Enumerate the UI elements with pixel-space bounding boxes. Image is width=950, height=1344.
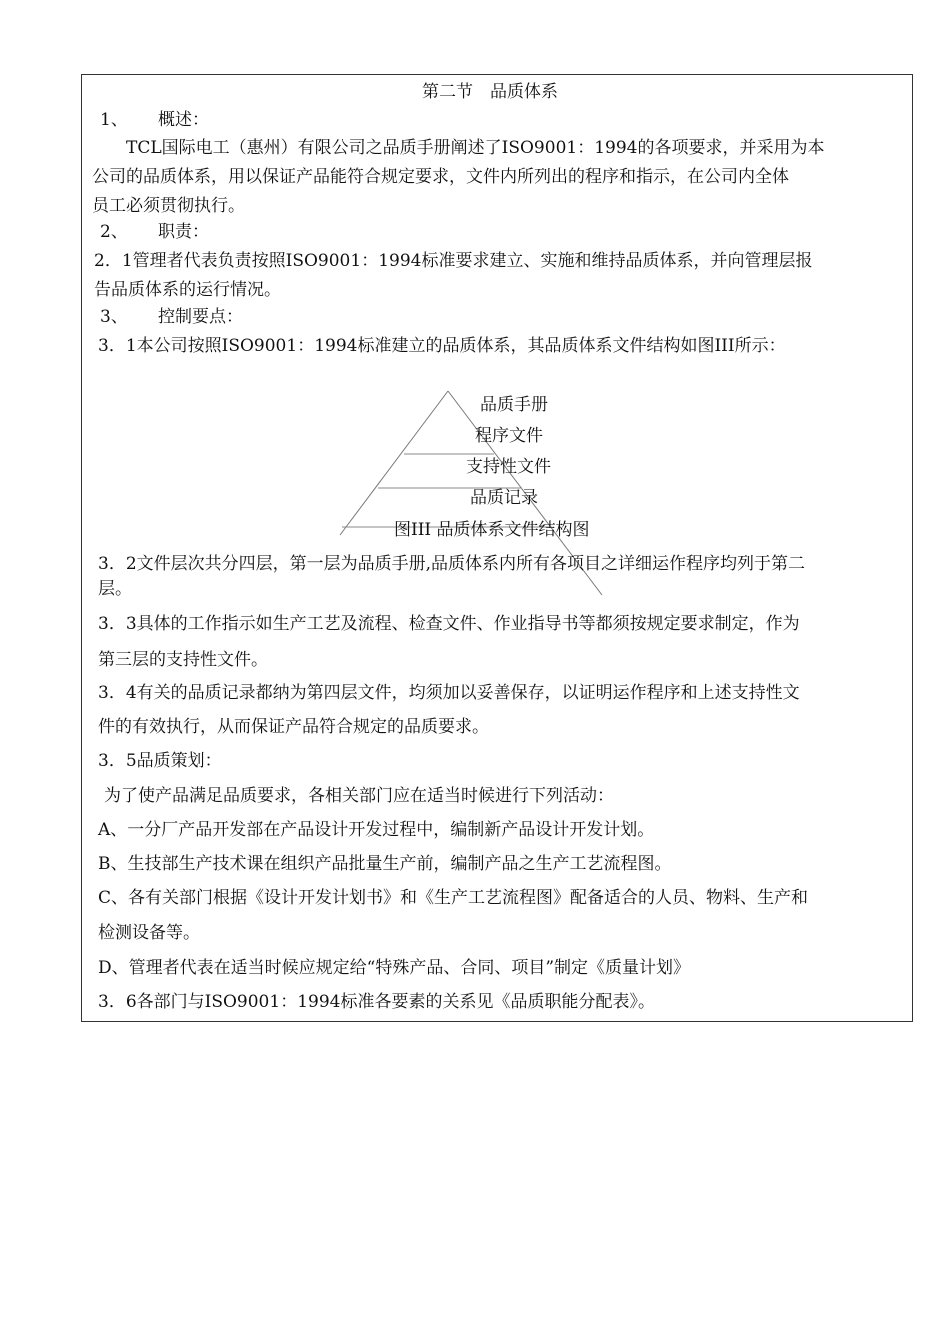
- pyramid-level-1: 品质手册: [480, 395, 548, 415]
- responsibility-line-1: 2．1管理者代表负责按照ISO9001：1994标准要求建立、实施和维持品质体系，并向管理层报: [94, 251, 813, 271]
- control-3-4-line-1: 3．4有关的品质记录都纳为第四层文件，均须加以妥善保存，以证明运作程序和上述支持性文: [98, 683, 800, 703]
- pyramid-level-3: 支持性文件: [466, 457, 551, 477]
- content-frame: [81, 74, 913, 1022]
- activity-c-line-1: C、各有关部门根据《设计开发计划书》和《生产工艺流程图》配备适合的人员、物料、生产和: [98, 888, 809, 908]
- overview-line-1: TCL国际电工（惠州）有限公司之品质手册阐述了ISO9001：1994的各项要求，并采用为本: [126, 138, 825, 158]
- overview-line-3: 员工必须贯彻执行。: [92, 196, 245, 216]
- control-3-3-line-1: 3．3具体的工作指示如生产工艺及流程、检查文件、作业指导书等都须按规定要求制定，作为: [98, 614, 800, 634]
- pyramid-level-2: 程序文件: [475, 426, 543, 446]
- control-3-2-line-2: 层。: [98, 579, 132, 599]
- control-3-1: 3．1本公司按照ISO9001：1994标准建立的品质体系，其品质体系文件结构如图III所示：: [98, 336, 786, 356]
- section-2-number: 2、: [100, 222, 128, 242]
- activity-a: A、一分厂产品开发部在产品设计开发过程中，编制新产品设计开发计划。: [98, 820, 655, 840]
- activity-c-line-2: 检测设备等。: [98, 923, 200, 943]
- control-3-6: 3．6各部门与ISO9001：1994标准各要素的关系见《品质职能分配表》。: [98, 992, 655, 1012]
- activity-d: D、管理者代表在适当时候应规定给“特殊产品、合同、项目”制定《质量计划》: [98, 958, 691, 978]
- control-3-5-intro: 为了使产品满足品质要求，各相关部门应在适当时候进行下列活动：: [104, 786, 614, 806]
- section-1-number: 1、: [100, 110, 128, 130]
- pyramid-left-edge: [340, 391, 448, 535]
- activity-b: B、生技部生产技术课在组织产品批量生产前，编制产品之生产工艺流程图。: [98, 854, 672, 874]
- section-title: 第二节 品质体系: [422, 82, 558, 102]
- section-3-number: 3、: [100, 307, 128, 327]
- control-3-2-line-1: 3．2文件层次共分四层，第一层为品质手册,品质体系内所有各项目之详细运作程序均列于第二: [98, 554, 806, 574]
- pyramid-level-4: 品质记录: [470, 488, 538, 508]
- pyramid-caption: 图III 品质体系文件结构图: [394, 520, 590, 540]
- control-3-3-line-2: 第三层的支持性文件。: [98, 650, 268, 670]
- pyramid-diagram: [82, 75, 914, 1023]
- section-3-heading: 控制要点：: [158, 307, 243, 327]
- control-3-4-line-2: 件的有效执行，从而保证产品符合规定的品质要求。: [98, 717, 489, 737]
- section-2-heading: 职责：: [158, 222, 209, 242]
- section-1-heading: 概述：: [158, 110, 209, 130]
- responsibility-line-2: 告品质体系的运行情况。: [94, 280, 281, 300]
- control-3-5: 3．5品质策划：: [98, 751, 222, 771]
- overview-line-2: 公司的品质体系，用以保证产品能符合规定要求，文件内所列出的程序和指示，在公司内全体: [92, 167, 789, 187]
